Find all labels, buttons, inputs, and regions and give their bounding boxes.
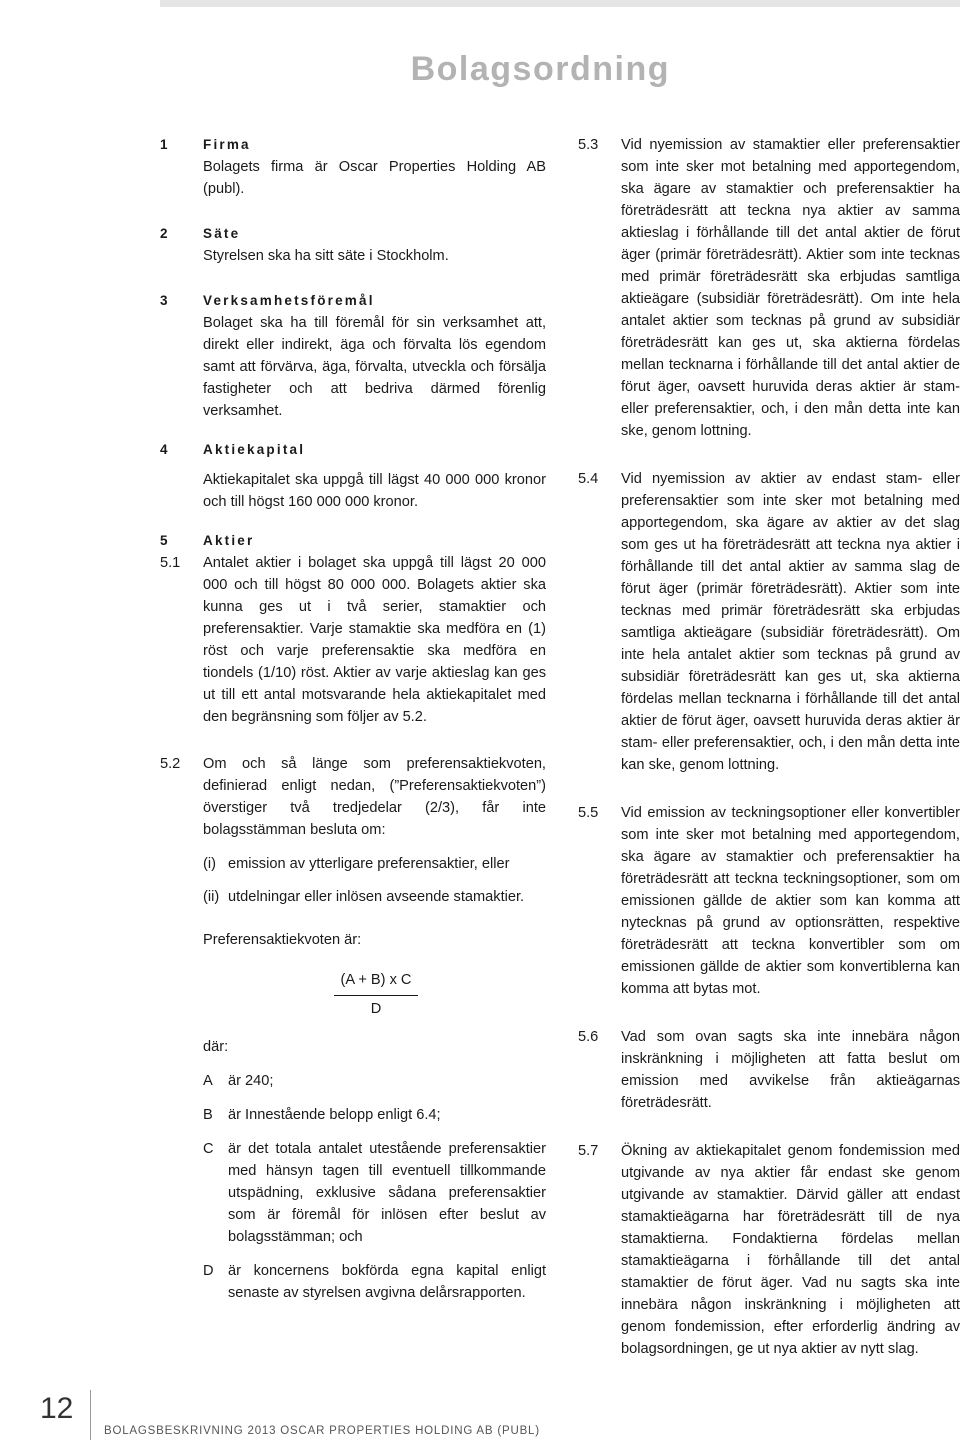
item-5-1 bbox=[160, 552, 546, 728]
header-rule bbox=[160, 0, 960, 7]
item-5-7 bbox=[578, 1140, 960, 1360]
left-column bbox=[160, 134, 546, 1304]
section-body: Aktiekapitalet ska uppgå till lägst 40 000 000 kronor och till högst 160 000 000 kronor. bbox=[203, 472, 546, 510]
item-number: 5.6 bbox=[578, 1029, 599, 1045]
section-number: 3 bbox=[160, 293, 168, 308]
page-title: Bolagsordning bbox=[410, 50, 670, 88]
variable-text: är Innestående belopp enligt 6.4; bbox=[228, 1107, 441, 1123]
section-aktiekapital bbox=[160, 439, 546, 513]
item-number: 5.4 bbox=[578, 471, 599, 487]
variable-c bbox=[203, 1138, 546, 1248]
section-body: Bolaget ska ha till föremål för sin verksamhet att, direkt eller indirekt, äga och förvalta lös egendom samt att förvärva, äga, förvalta, utveckla och försälja fastigheter och att bedriva därmed förenlig verksamhet. bbox=[203, 315, 546, 419]
section-firma bbox=[160, 134, 546, 200]
footer-text: BOLAGSBESKRIVNING 2013 OSCAR PROPERTIES HOLDING AB (PUBL) bbox=[104, 1425, 540, 1437]
item-number: 5.1 bbox=[160, 555, 181, 571]
variable-a bbox=[203, 1070, 546, 1092]
sub-label: (i) bbox=[203, 856, 216, 872]
item-text: Antalet aktier i bolaget ska uppgå till lägst 20 000 000 och till högst 80 000 000. Bolagets aktier ska kunna ges ut i två serier, stamaktier och preferensaktier. Varje stamaktie ska medföra en (1) röst och varje preferensaktie ska medföra en tiondels (1/10) röst. Aktier av varje aktieslag kan ges ut till ett antal motsvarande hela aktiekapitalet med den begränsning som följer av 5.2. bbox=[203, 555, 546, 725]
section-title: Aktier bbox=[203, 533, 255, 548]
variable-text: är 240; bbox=[228, 1073, 274, 1089]
section-body: Bolagets firma är Oscar Properties Holding AB (publ). bbox=[203, 159, 546, 197]
section-title: Firma bbox=[203, 137, 251, 152]
item-5-3 bbox=[578, 134, 960, 442]
footer-divider bbox=[90, 1390, 91, 1440]
formula-denominator: D bbox=[370, 1001, 382, 1017]
variable-label: A bbox=[203, 1073, 213, 1089]
item-5-6 bbox=[578, 1026, 960, 1114]
formula-numerator: (A + B) x C bbox=[334, 969, 418, 996]
dar-label: där: bbox=[203, 1039, 229, 1055]
item-text: Vid nyemission av stamaktier eller preferensaktier som inte sker mot betalning med apportegendom, ska ägare av stamaktier och preferensaktier ha företrädesrätt att teckna nya aktier av samma aktieslag i förhållande till det antal aktier de förut äger (primär företrädesrätt). Aktier som inte tecknas med primär företrädesrätt ska erbjudas samtliga aktieägare (subsidiär företrädesrätt). Om inte hela antalet aktier som tecknas på grund av subsidiär företrädesrätt kan ges ut, ska aktierna fördelas mellan tecknarna i förhållande till det antal aktier de förut äger, oavsett huruvida deras aktier är stam- eller preferensaktier, och, i den mån detta inte kan ske, genom lottning. bbox=[621, 137, 960, 439]
page-number: 12 bbox=[40, 1392, 74, 1425]
variable-text: är koncernens bokförda egna kapital enligt senaste av styrelsen avgivna delårsrapporten. bbox=[228, 1263, 546, 1301]
kvot-label: Preferensaktiekvoten är: bbox=[203, 932, 362, 948]
sub-text: emission av ytterligare preferensaktier, eller bbox=[228, 856, 510, 872]
sub-item-i bbox=[203, 853, 546, 875]
item-number: 5.7 bbox=[578, 1143, 599, 1159]
section-title: Säte bbox=[203, 226, 241, 241]
item-text: Vid emission av teckningsoptioner eller konvertibler som inte sker mot betalning med apportegendom, ska ägare av stamaktier och preferensaktier ha företrädesrätt att teckna teckningsoptioner, som om emissionen gällde de aktier som kan komma att nytecknas på grund av optionsrätten, respektive företrädesrätt att teckna konvertibler som om emissionen gällde de aktier som konvertiblerna kan komma att bytas mot. bbox=[621, 805, 960, 997]
section-number: 4 bbox=[160, 442, 168, 457]
section-title: Aktiekapital bbox=[203, 442, 306, 457]
section-number: 1 bbox=[160, 137, 168, 152]
section-number: 5 bbox=[160, 533, 168, 548]
section-aktier bbox=[160, 530, 546, 552]
sub-item-ii bbox=[203, 886, 546, 908]
section-title: Verksamhetsföremål bbox=[203, 293, 375, 308]
item-text: Om och så länge som preferensaktiekvoten, definierad enligt nedan, (”Preferensaktiekvoten”) överstiger två tredjedelar (2/3), får inte bolagsstämman besluta om: bbox=[203, 756, 546, 838]
sub-label: (ii) bbox=[203, 889, 220, 905]
item-5-5 bbox=[578, 802, 960, 1000]
formula bbox=[334, 969, 418, 1020]
variable-label: B bbox=[203, 1107, 213, 1123]
item-text: Vad som ovan sagts ska inte innebära någon inskränkning i möjligheten att fatta beslut om emission med avvikelse från aktieägarnas företrädesrätt. bbox=[621, 1029, 960, 1111]
right-column bbox=[578, 134, 960, 1360]
item-number: 5.2 bbox=[160, 756, 181, 772]
item-text: Ökning av aktiekapitalet genom fondemission med utgivande av nya aktier får endast ske genom utgivande av stamaktier. Därvid gäller att endast stamaktieägarna har företrädesrätt till de nya stamaktierna. Fondaktierna fördelas mellan stamaktieägarna i förhållande till det antal stamaktier de förut äger. Vad nu sagts ska inte innebära någon inskränkning i möjligheten att genom fondemission, efter erforderlig ändring av bolagsordningen, ge ut nya aktier av nytt slag. bbox=[621, 1143, 960, 1357]
section-verksamhetsforemal bbox=[160, 290, 546, 422]
variable-label: D bbox=[203, 1263, 214, 1279]
section-number: 2 bbox=[160, 226, 168, 241]
item-number: 5.3 bbox=[578, 137, 599, 153]
item-number: 5.5 bbox=[578, 805, 599, 821]
variable-d bbox=[203, 1260, 546, 1304]
item-5-2 bbox=[160, 753, 546, 1304]
sub-text: utdelningar eller inlösen avseende stamaktier. bbox=[228, 889, 525, 905]
item-text: Vid nyemission av aktier av endast stam- eller preferensaktier som inte sker mot betalning med apportegendom, ska ägare av aktier av det slag som ges ut ha företrädesrätt att teckna nya aktier i förhållande till det antal aktier av samma slag de förut äger (primär företrädesrätt). Aktier som inte tecknas med primär företrädesrätt ska erbjudas samtliga aktieägare (subsidiär företrädesrätt). Om inte hela antalet aktier som tecknas på grund av subsidiär företrädesrätt kan ges ut, ska aktierna fördelas mellan tecknarna i förhållande till det antal aktier de förut äger, oavsett huruvida deras aktier är stam- eller preferensaktier, och, i den mån detta inte kan ske, genom lottning. bbox=[621, 471, 960, 773]
item-5-4 bbox=[578, 468, 960, 776]
section-sate bbox=[160, 223, 546, 267]
variable-b bbox=[203, 1104, 546, 1126]
section-body: Styrelsen ska ha sitt säte i Stockholm. bbox=[203, 248, 449, 264]
variable-text: är det totala antalet utestående preferensaktier med hänsyn tagen till eventuell tillkommande utspädning, exklusive sådana preferensaktier som är föremål för inlösen efter beslut av bolagsstämman; och bbox=[228, 1141, 546, 1245]
variable-label: C bbox=[203, 1141, 214, 1157]
